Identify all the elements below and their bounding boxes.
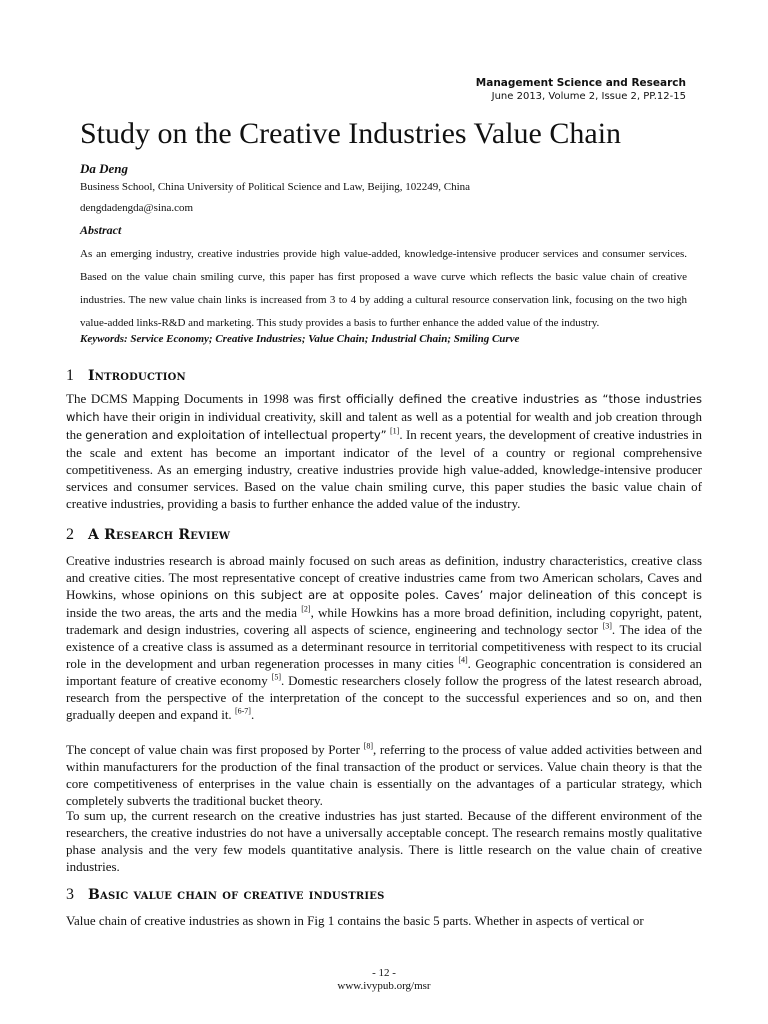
text-run: generation and exploitation of intellectual property” — [85, 428, 387, 442]
text-run: The concept of value chain was first proposed by Porter — [66, 742, 364, 757]
journal-name: Management Science and Research — [475, 77, 686, 89]
citation: [5] — [271, 672, 281, 682]
author-name: Da Deng — [80, 161, 129, 176]
author-email: dengdadengda@sina.com — [80, 202, 194, 214]
paragraph — [66, 390, 702, 512]
text-run: . Domestic researchers closely follow the progress of the latest research abroad, research from the perspective of the interpretation of the concept to the successful experiences and so on, and then gradually deepen and expand it. — [66, 673, 702, 722]
section-title: Basic value chain of creative industries — [88, 887, 385, 903]
text-run: . In recent years, the development of creative industries in the scale and extent has become an important indicator of the level of a country or regional comprehensive competitiveness. As an emerging industry, creative industries provide high value-added, knowledge-intensive producer services and consumer services. Based on the value chain smiling curve, this paper studies the basic value chain of creative industries, providing a basis to further enhance the added value of the industry. — [66, 427, 702, 511]
text-run: . — [250, 707, 255, 722]
section-number: 2 — [66, 526, 74, 543]
paragraph — [66, 912, 702, 929]
section-heading-basic-value-chain — [66, 885, 385, 905]
text-run: , while Howkins has a more broad definition, including copyright, patent, trademark and design industries, covering all aspects of science, engineering and technology sector — [66, 605, 703, 637]
text-run: , referring to the process of value added activities between and within manufacturers for the production of the final transaction of the product or services. Value chain theory is that the core competitiveness of enterprises in the value chain is essentially on the advantages of a particular strategy, which completely subverts the traditional bucket theory. — [66, 742, 703, 808]
citation: [8] — [363, 741, 373, 751]
paragraph — [66, 807, 702, 875]
text-run: Value chain of creative industries as shown in Fig 1 contains the basic 5 parts. Whether in aspects of vertical or — [66, 913, 644, 928]
journal-header — [476, 76, 686, 104]
text-run: To sum up, the current research on the creative industries has just started. Because of the different environment of the researchers, the creative industries do not have a universally acceptable concept. The research remains mostly qualitative phase analysis and the very few models quantitative analysis. There is little research on the value chain of creative industries. — [66, 808, 702, 874]
paper-title: Study on the Creative Industries Value Chain — [80, 117, 622, 150]
section-title: A Research Review — [88, 527, 231, 543]
citation: [4] — [458, 655, 468, 665]
text-run: have their origin in individual creativity, skill and talent as well as a potential for wealth and job creation through the — [66, 409, 702, 442]
citation: [1] — [389, 426, 400, 436]
citation: [2] — [301, 604, 311, 614]
page-number: - 12 - — [372, 967, 396, 979]
section-heading-research-review — [66, 525, 230, 545]
text-run: The DCMS Mapping Documents in 1998 was — [66, 391, 319, 406]
section-title: Introduction — [88, 368, 186, 384]
paragraph — [66, 741, 702, 809]
text-run: . Geographic concentration is considered an important feature of creative economy — [66, 656, 702, 688]
abstract-text: As an emerging industry, creative industries provide high value-added, knowledge-intensive producer services and consumer services. Based on the value chain smiling curve, this paper has first proposed a wave curve which reflects the basic value chain of creative industries. The new value chain links is increased from 3 to 4 by adding a cultural resource conservation link, focusing on the two high value-added links-R&D and marketing. This study provides a basis to further enhance the added value of the industry. — [80, 248, 687, 329]
section-heading-introduction — [66, 366, 186, 386]
text-run: . The idea of the existence of a creative class is assumed as a determinant resource in territorial competitiveness with respect to its crucial role in the development and urban regeneration processes in many cities — [66, 622, 702, 671]
section-number: 1 — [66, 367, 74, 384]
citation: [3] — [602, 621, 612, 631]
text-run: opinions on this subject are at opposite poles. Caves’ major delineation of this concept is — [160, 588, 702, 602]
citation: [6-7] — [234, 706, 251, 716]
journal-issue: June 2013, Volume 2, Issue 2, PP.12-15 — [491, 91, 686, 102]
footer-url: www.ivypub.org/msr — [337, 980, 431, 992]
paragraph — [66, 552, 702, 723]
text-run: inside the two areas, the arts and the media — [66, 605, 302, 620]
text-run: first officially defined the creative industries as “those industries which — [66, 392, 703, 424]
author-affiliation: Business School, China University of Political Science and Law, Beijing, 102249, China — [80, 181, 471, 193]
keywords: Keywords: Service Economy; Creative Industries; Value Chain; Industrial Chain; Smiling Curve — [80, 333, 520, 345]
abstract-heading: Abstract — [80, 223, 122, 237]
section-number: 3 — [66, 886, 74, 903]
text-run: Creative industries research is abroad mainly focused on such areas as definition, industry characteristics, creative class and creative cities. The most representative concept of creative industries came from two American scholars, Caves and Howkins, whose — [66, 553, 702, 602]
